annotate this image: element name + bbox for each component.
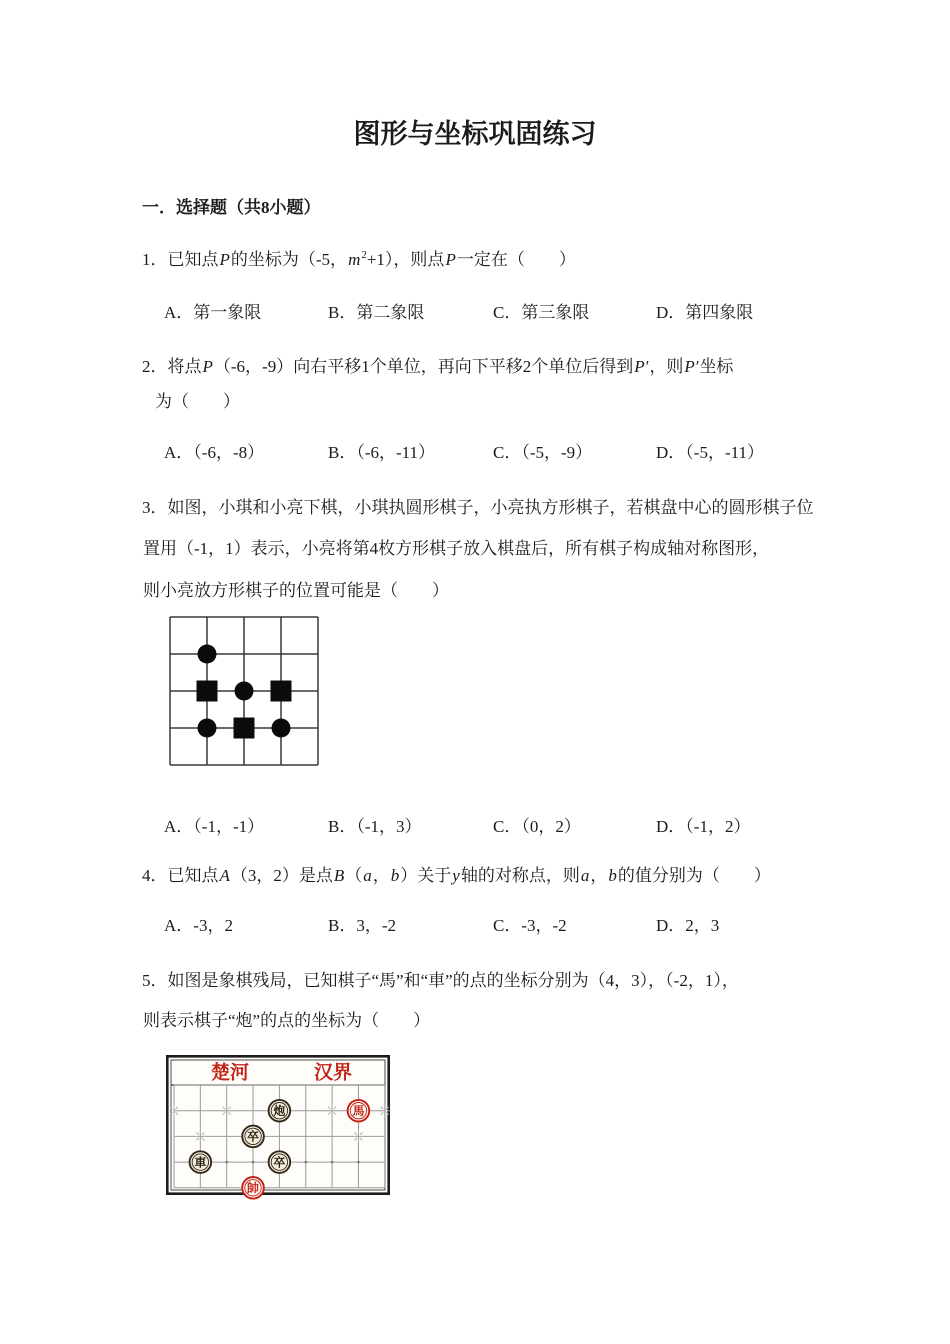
board-dot-marker xyxy=(304,1161,307,1164)
option-c: C．（0，2） xyxy=(493,817,581,836)
square-piece xyxy=(271,681,292,702)
svg-text:帥: 帥 xyxy=(247,1181,260,1196)
question-text: P′ xyxy=(634,357,649,376)
question-text: 轴的对称点，则 xyxy=(460,866,580,885)
board-dot-marker xyxy=(252,1161,255,1164)
chess-piece xyxy=(242,1177,264,1199)
square-piece xyxy=(197,681,218,702)
option-c: C．（-5，-9） xyxy=(493,443,593,462)
question-number: 3． xyxy=(142,498,168,517)
option-b: B．第二象限 xyxy=(328,303,425,322)
chess-board-svg xyxy=(166,1055,394,1207)
question-text: ， xyxy=(590,866,608,885)
question-text: b xyxy=(608,866,617,885)
question-text: a xyxy=(363,866,372,885)
chess-piece xyxy=(190,1151,212,1173)
question-text: 则表示棋子“炮”的点的坐标为（ ） xyxy=(143,1011,431,1030)
svg-text:卒: 卒 xyxy=(247,1129,260,1144)
question-5-line-1 xyxy=(142,969,739,992)
board-dot-marker xyxy=(357,1161,360,1164)
round-piece xyxy=(272,719,291,738)
option-a: A．-3，2 xyxy=(164,916,233,935)
question-number: 4． xyxy=(142,866,168,885)
question-text: 将点 xyxy=(167,357,202,376)
question-text: 如图，小琪和小亮下棋，小琪执圆形棋子，小亮执方形棋子，若棋盘中心的圆形棋子位 xyxy=(167,498,814,517)
question-text: 为（ ） xyxy=(155,392,240,411)
question-text: B xyxy=(333,866,345,885)
round-piece xyxy=(198,645,217,664)
square-piece xyxy=(234,718,255,739)
option-d: D．2，3 xyxy=(656,916,720,935)
question-number: 5． xyxy=(142,971,168,990)
svg-text:車: 車 xyxy=(194,1155,207,1170)
question-3-line-2 xyxy=(143,537,769,560)
question-text: b xyxy=(390,866,400,885)
question-1-line-1 xyxy=(142,248,576,271)
question-2-line-2 xyxy=(155,390,240,413)
option-b: B．（-6，-11） xyxy=(328,443,436,462)
question-text: P xyxy=(202,357,213,376)
question-text: （-6，-9）向右平移1个单位，再向下平移2个单位后得到 xyxy=(213,357,634,376)
question-number: 2． xyxy=(142,357,168,376)
option-c: C．-3，-2 xyxy=(493,916,567,935)
option-a: A．（-6，-8） xyxy=(164,443,265,462)
question-2-line-1 xyxy=(142,355,733,378)
chess-piece xyxy=(242,1126,264,1148)
question-text: y xyxy=(452,866,460,885)
question-text: 置用（-1，1）表示，小亮将第4枚方形棋子放入棋盘后，所有棋子构成轴对称图形， xyxy=(143,539,770,558)
option-a: A．第一象限 xyxy=(164,303,262,322)
question-text: 已知点 xyxy=(167,250,219,269)
question-4-line-1 xyxy=(142,864,771,887)
question-text: P xyxy=(219,250,230,269)
question-text: 则小亮放方形棋子的位置可能是（ ） xyxy=(143,581,449,600)
chess-piece xyxy=(269,1100,291,1122)
question-text: （ xyxy=(345,866,363,885)
question-3-options xyxy=(0,815,950,838)
option-d: D．第四象限 xyxy=(656,303,754,322)
question-text: 已知点 xyxy=(167,866,219,885)
option-d: D．（-1，2） xyxy=(656,817,751,836)
question-text: 2 xyxy=(361,249,367,261)
board-dot-marker xyxy=(331,1161,334,1164)
question-text: ， xyxy=(372,866,390,885)
section-heading: 一．选择题（共8小题） xyxy=(142,198,321,217)
question-text: ）关于 xyxy=(400,866,452,885)
question-1-options xyxy=(0,301,950,324)
question-5-line-2 xyxy=(143,1009,430,1032)
question-3-line-3 xyxy=(143,579,449,602)
round-piece xyxy=(235,682,254,701)
question-2-options xyxy=(0,441,950,464)
question-3-line-1 xyxy=(142,496,814,519)
svg-text:馬: 馬 xyxy=(352,1104,365,1118)
question-text: 坐标 xyxy=(699,357,734,376)
board-dot-marker xyxy=(225,1161,228,1164)
question-text: P′ xyxy=(684,357,699,376)
question-text: 如图是象棋残局，已知棋子“馬”和“車”的点的坐标分别为（4，3），（-2，1）， xyxy=(167,971,739,990)
round-piece xyxy=(198,719,217,738)
question-text: +1），则点 xyxy=(366,250,445,269)
option-d: D．（-5，-11） xyxy=(656,443,764,462)
question-text: 一定在（ ） xyxy=(456,250,576,269)
question-text: 的坐标为（-5， xyxy=(230,250,348,269)
option-c: C．第三象限 xyxy=(493,303,590,322)
grid-board-svg xyxy=(168,615,320,767)
question-text: ，则 xyxy=(649,357,684,376)
question-text: a xyxy=(580,866,590,885)
svg-text:炮: 炮 xyxy=(273,1104,286,1118)
grid-board-figure xyxy=(168,615,320,772)
question-number: 1． xyxy=(142,250,168,269)
chess-piece xyxy=(348,1100,370,1122)
question-text: A xyxy=(219,866,230,885)
river-label-right: 汉界 xyxy=(313,1062,353,1084)
page-title: 图形与坐标巩固练习 xyxy=(353,119,597,149)
option-a: A．（-1，-1） xyxy=(164,817,265,836)
question-text: m xyxy=(348,250,361,269)
option-b: B．3，-2 xyxy=(328,916,396,935)
question-text: 的值分别为（ ） xyxy=(617,866,771,885)
question-text: （3，2）是点 xyxy=(230,866,333,885)
option-b: B．（-1，3） xyxy=(328,817,422,836)
svg-text:卒: 卒 xyxy=(273,1155,286,1170)
river-label-left: 楚河 xyxy=(210,1062,250,1084)
question-text: P xyxy=(445,250,456,269)
chess-piece xyxy=(269,1151,291,1173)
question-4-options xyxy=(0,914,950,937)
chess-board-figure xyxy=(166,1055,394,1212)
